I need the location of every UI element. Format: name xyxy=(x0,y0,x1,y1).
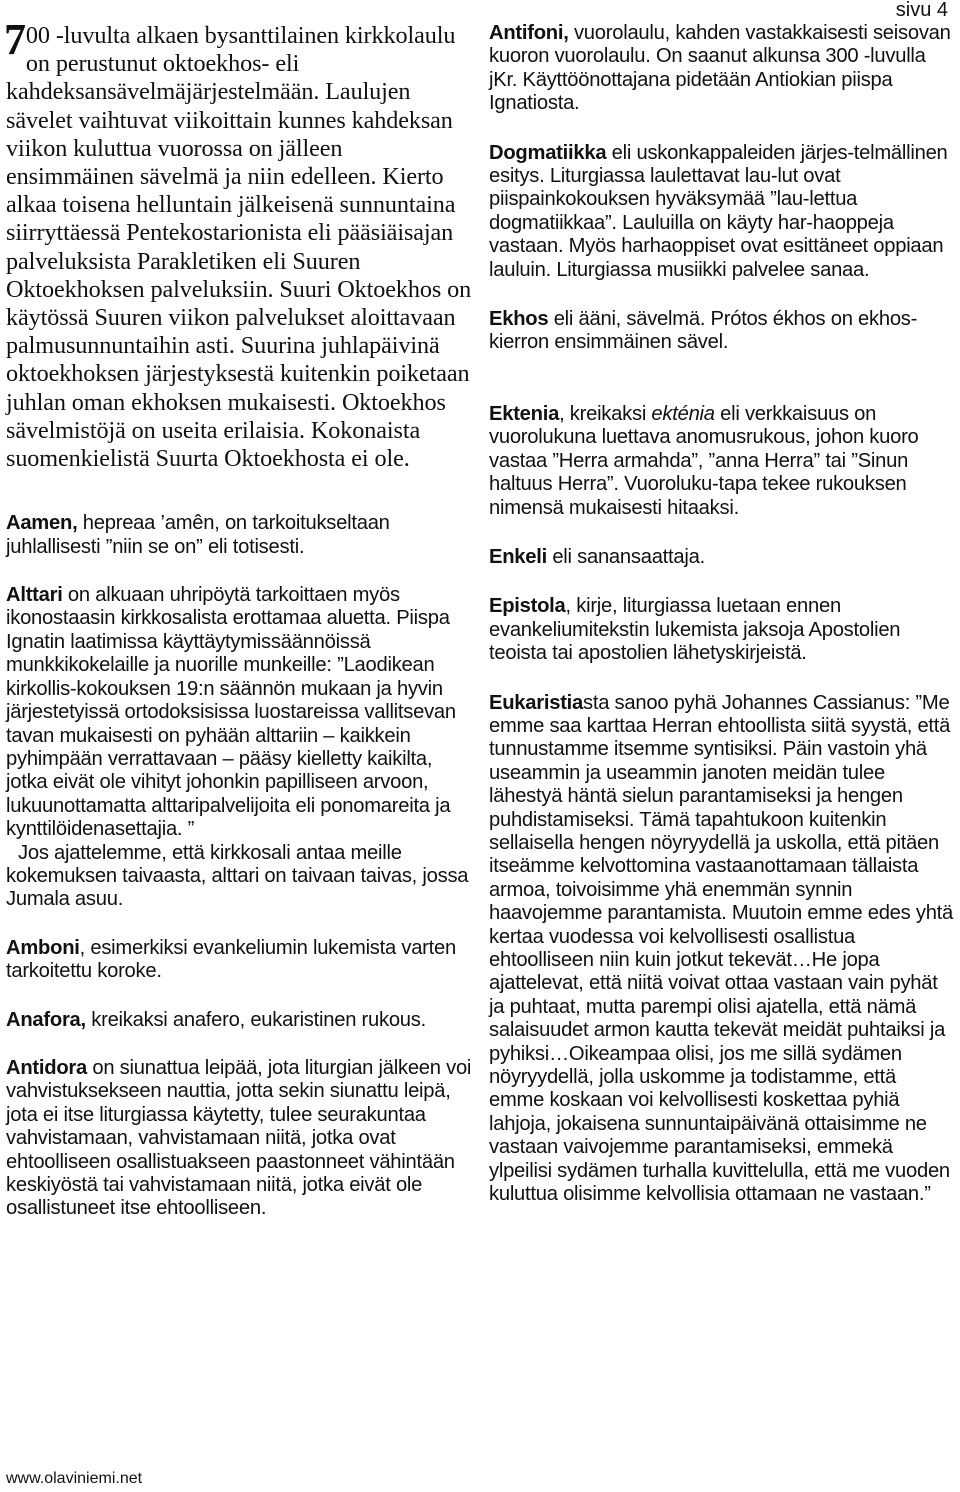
term-dogmatiikka: Dogmatiikka xyxy=(489,141,607,164)
entry-epistola xyxy=(489,595,954,665)
term-enkeli: Enkeli xyxy=(489,545,547,568)
definition-aamen: hepreaa ’amên, on tarkoitukseltaan juhlallisesti ”niin se on” eli totisesti. xyxy=(6,512,390,558)
term-ektenia: Ektenia xyxy=(489,402,560,425)
drop-cap: 7 xyxy=(4,15,26,64)
left-column xyxy=(6,0,472,1221)
definition-amboni: , esimerkiksi evankeliumin lukemista varten tarkoitettu koroke. xyxy=(6,936,456,983)
term-antidora: Antidora xyxy=(6,1056,87,1079)
definition-ektenia-end: eli verkkaisuus on vuorolukuna luettava anomusrukous, johon kuoro vastaa ”Herra armahda”, ”anna Herra” tai ”Sinun haltuus Herra”. Vuoroluku-tapa tekee rukouksen nimensä mukaisesti hitaaksi. xyxy=(489,402,919,519)
term-antifoni: Antifoni, xyxy=(489,22,569,44)
entry-antidora xyxy=(6,1057,472,1221)
right-column xyxy=(489,0,954,1206)
definition-ektenia-italic: ekténia xyxy=(651,402,715,425)
definition-eukaristia: sta sanoo pyhä Johannes Cassianus: ”Me emme saa karttaa Herran ehtoollista siitä syystä, että tunnustamme itsemme syntisiksi. Päin vastoin yhä useammin ja useammin janoten meidän tulee lähestyä häntä sielun parantamiseksi ja hengen puhdistamiseksi. Tämä tapahtukoon kuitenkin sellaisella hengen nöyryydellä ja uskolla, että pitäen itseämme kelvottomina vastaanottamaan tällaista armoa, toivoisimme yhä enemmän synnin haavojemme parantamista. Muutoin emme edes yhtä kertaa vuodessa voi kelvollisesti osallistua ehtoolliseen niin kuin jotkut tekevät…He jopa ajattelevat, että niitä voivat ottaa vastaan vain pyhät ja puhtaat, mutta parempi olisi ajatella, että nämä salaisuudet armon kautta tekevät meidät puhtaiksi ja pyhiksi…Oikeampaa olisi, jos me sillä sydämen nöyryydellä, jolla uskomme ja todistamme, että emme koskaan voi kelvollisesti koskettaa pyhiä lahjoja, jokaisena sunnuntaipäivänä ottaisimme ne vastaan vaivojemme parantamiseksi, emmekä ylpeilisi sydämen turhalla kuvittelulla, että me vuoden kuluttua olisimme kelvollisia ottamaan ne vastaan.” xyxy=(489,691,954,1206)
definition-enkeli: eli sanansaattaja. xyxy=(546,545,705,568)
definition-antidora: on siunattua leipää, jota liturgian jälkeen voi vahvistuksekseen nauttia, jotta sekin siunattu leipä, jota ei itse liturgiassa käytetty, tulee seurakuntaa vahvistamaan, vahvistamaan niitä, jotka ovat ehtoolliseen osallistuakseen paastonneet vähintään keskiyöstä tai vahvistamaan niitä, jotka eivät ole osallistuneet itse ehtoolliseen. xyxy=(6,1056,472,1220)
entry-ekhos xyxy=(489,308,954,355)
term-epistola: Epistola xyxy=(489,595,566,618)
entry-dogmatiikka xyxy=(489,142,954,282)
entry-alttari xyxy=(6,584,472,841)
entry-antifoni xyxy=(489,22,954,116)
entry-amboni xyxy=(6,937,472,984)
footer-url: www.olaviniemi.net xyxy=(6,1470,143,1487)
definition-epistola: , kirje, liturgiassa luetaan ennen evankeliumitekstin lukemista jaksoja Apostolien teoista tai apostolien lähetyskirjeistä. xyxy=(489,595,901,665)
entry-ektenia xyxy=(489,403,954,520)
definition-ektenia-start: , kreikaksi xyxy=(559,402,652,425)
intro-text: 00 -luvulta alkaen bysanttilainen kirkkolaulu on perustunut oktoekhos- eli kahdeksansävelmäjärjestelmään. Laulujen sävelet vaihtuvat viikoittain kunnes kahdeksan viikon kuluttua vuorossa on jälleen ensimmäinen sävelmä ja niin edelleen. Kierto alkaa toisena helluntain jälkeisenä sunnuntaina siirryttäessä Pentekostarionista eli pääsiäisajan palveluksista Parakletiken eli Suuren Oktoekhoksen palveluksiin. Suuri Oktoekhos on käytössä Suuren viikon palvelukset aloittavaan palmusunnuntaihin asti. Suurina juhlapäivinä oktoekhoksen järjestyksestä kuitenkin poiketaan juhlan oman ekhoksen mukaisesti. Oktoekhos sävelmistöjä on useita erilaisia. Kokonaista suomenkielistä Suurta Oktoekhosta ei ole. xyxy=(6,22,472,473)
definition-ekhos: eli ääni, sävelmä. Prótos ékhos on ekhos-kierron ensimmäinen sävel. xyxy=(489,308,918,354)
term-amboni: Amboni xyxy=(6,936,80,959)
term-anafora: Anafora, xyxy=(6,1008,86,1031)
entry-anafora xyxy=(6,1009,472,1032)
definition-antifoni: vuorolaulu, kahden vastakkaisesti seisovan kuoron vuorolaulu. On saanut alkunsa 300 -luvulla jKr. Käyttöönottajana pidetään Antiokian piispa Ignatiosta. xyxy=(489,22,951,115)
page-number: sivu 4 xyxy=(895,0,948,21)
entry-aamen xyxy=(6,512,472,559)
term-eukaristia: Eukaristia xyxy=(489,691,584,714)
entry-eukaristia xyxy=(489,692,954,1207)
entry-enkeli xyxy=(489,546,954,569)
definition-alttari: on alkuaan uhripöytä tarkoittaen myös ikonostaasin kirkkosalista erottamaa aluetta. Piispa Ignatin laatimissa käyttäytymissäännöissä munkkikokelaille ja nuorille munkeille: ”Laodikean kirkollis-kokouksen 19:n säännön mukaan ja hyvin järjestetyissä ortodoksisissa luostareissa vallitsevan tavan mukaisesti on pyhään alttariin – kaikkein pyhimpään verrattavaan – pääsy kielletty kaikilta, jotka eivät ole vihityt johonkin papilliseen arvoon, lukuunottamatta alttaripalvelijoita eli ponomareita ja kynttilöidenasettajia. ” xyxy=(6,584,456,841)
term-aamen: Aamen, xyxy=(6,512,78,535)
term-alttari: Alttari xyxy=(6,584,63,607)
definition-dogmatiikka: eli uskonkappaleiden järjes-telmällinen esitys. Liturgiassa laulettavat lau-lut ovat piispainkokouksen hyväksymää ”lau-lettua dogmatiikkaa”. Lauluilla on käyty har-haoppeja vastaan. Myös harhaoppiset ovat esittäneet oppiaan lauluin. Liturgiassa musiikki palvelee sanaa. xyxy=(489,141,948,281)
term-ekhos: Ekhos xyxy=(489,308,549,331)
intro-paragraph xyxy=(4,15,472,473)
entry-alttari-continuation: Jos ajattelemme, että kirkkosali antaa meille kokemuksen taivaasta, alttari on taivaan taivas, jossa Jumala asuu. xyxy=(6,841,469,911)
definition-anafora: kreikaksi anafero, eukaristinen rukous. xyxy=(85,1008,426,1031)
